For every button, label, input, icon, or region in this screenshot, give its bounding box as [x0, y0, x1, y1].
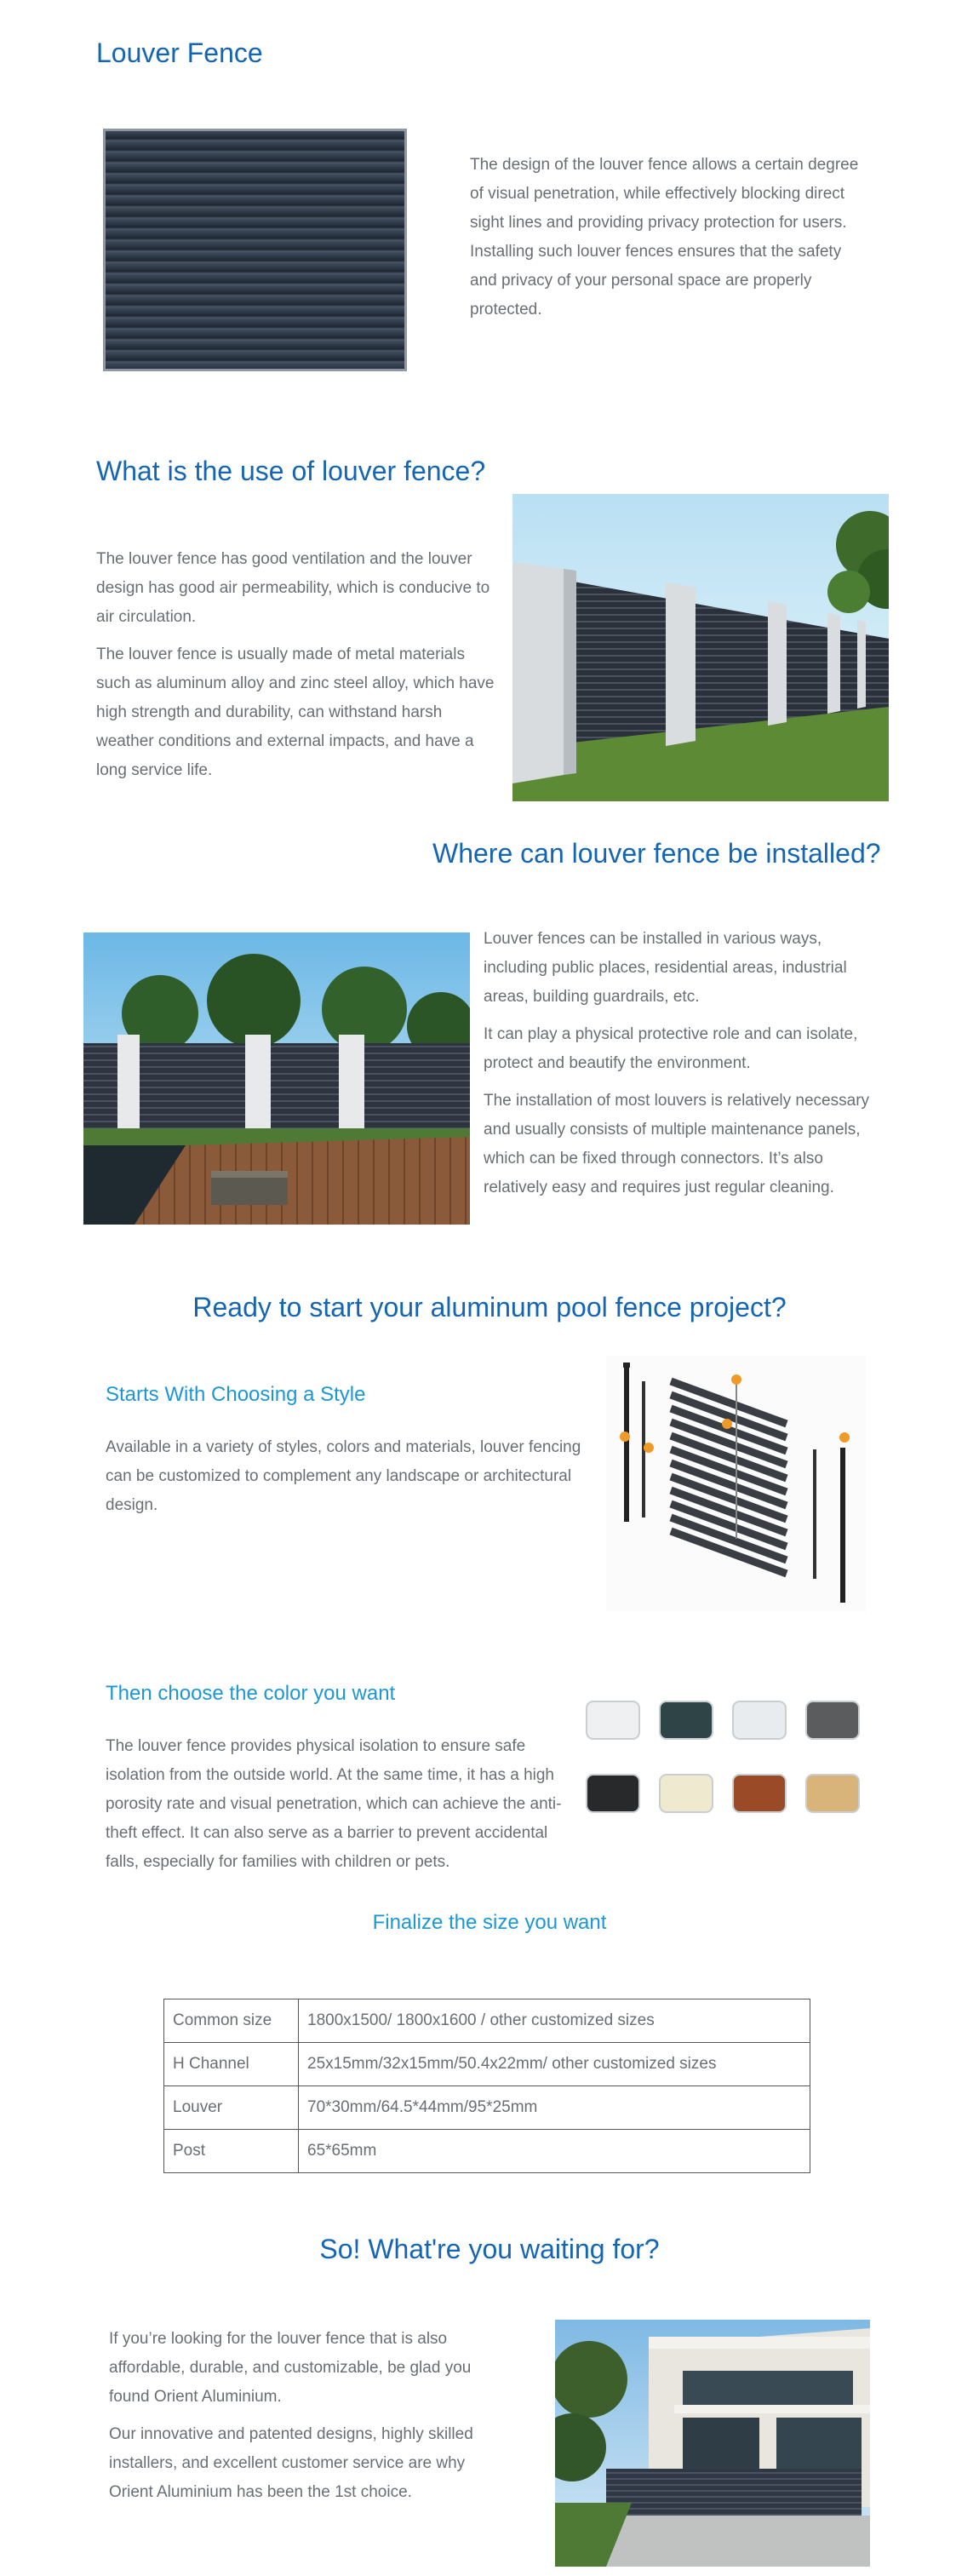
color-text: The louver fence provides physical isolation to ensure safe isolation from the outside world. At the same time, it has a high porosity rate and visual penetration, which can achieve the anti-theft effect. It can also serve as a barrier to prevent accidental falls, especially for families with children or pets.	[106, 1737, 562, 1871]
table-cell-label: Post	[164, 2130, 299, 2173]
color-swatch[interactable]	[586, 1774, 640, 1813]
use-text-block	[96, 545, 495, 794]
table-row	[164, 2086, 810, 2130]
page-title: Louver Fence	[96, 37, 263, 68]
color-swatch[interactable]	[659, 1701, 713, 1740]
color-swatches	[579, 1690, 877, 1827]
louver-panel-image	[103, 129, 407, 371]
install-paragraph: It can play a physical protective role and can isolate, protect and beautify the environment.	[484, 1025, 858, 1072]
use-paragraph: The louver fence has good ventilation and the louver design has good air permeability, which is conducive to air circulation.	[96, 550, 490, 626]
table-row	[164, 2043, 810, 2086]
style-heading: Starts With Choosing a Style	[106, 1383, 366, 1406]
size-heading: Finalize the size you want	[372, 1911, 607, 1934]
table-cell-value: 70*30mm/64.5*44mm/95*25mm	[299, 2086, 810, 2130]
size-table	[163, 1999, 810, 2173]
house-photo	[555, 2320, 870, 2567]
louver-parts-diagram	[606, 1356, 866, 1611]
cta-paragraph: Our innovative and patented designs, highly skilled installers, and excellent customer service are why Orient Aluminium has been the 1st choice.	[109, 2425, 473, 2501]
table-cell-value: 25x15mm/32x15mm/50.4x22mm/ other customized sizes	[299, 2043, 810, 2086]
use-heading: What is the use of louver fence?	[96, 456, 486, 486]
fence-photo-garden	[512, 494, 889, 801]
install-paragraph: The installation of most louvers is relatively necessary and usually consists of multiple maintenance panels, which can be fixed through connectors. It’s also relatively easy and requires just regular cleaning.	[484, 1092, 870, 1196]
table-cell-label: Louver	[164, 2086, 299, 2130]
style-text: Available in a variety of styles, colors and materials, louver fencing can be customized to complement any landscape or architectural design.	[106, 1438, 581, 1514]
ready-heading: Ready to start your aluminum pool fence project?	[192, 1292, 787, 1322]
table-row	[164, 2130, 810, 2173]
color-swatch[interactable]	[732, 1774, 787, 1813]
fence-photo-patio	[83, 932, 470, 1225]
table-cell-value: 65*65mm	[299, 2130, 810, 2173]
install-heading: Where can louver fence be installed?	[432, 838, 881, 869]
table-cell-label: H Channel	[164, 2043, 299, 2086]
cta-text-block	[109, 2325, 509, 2516]
table-row	[164, 1999, 810, 2043]
color-swatch[interactable]	[732, 1701, 787, 1740]
cta-paragraph: If you’re looking for the louver fence that is also affordable, durable, and customizable, be glad you found Orient Aluminium.	[109, 2330, 472, 2406]
table-cell-value: 1800x1500/ 1800x1600 / other customized sizes	[299, 1999, 810, 2043]
color-swatch[interactable]	[805, 1701, 860, 1740]
use-paragraph: The louver fence is usually made of metal materials such as aluminum alloy and zinc steel alloy, which have high strength and durability, can withstand harsh weather conditions and external impacts, and have a long service life.	[96, 645, 495, 779]
install-paragraph: Louver fences can be installed in various ways, including public places, residential areas, industrial areas, building guardrails, etc.	[484, 930, 847, 1006]
color-heading: Then choose the color you want	[106, 1682, 396, 1705]
cta-heading: So! What're you waiting for?	[319, 2234, 660, 2264]
intro-text: The design of the louver fence allows a certain degree of visual penetration, while effectively blocking direct sight lines and providing privacy protection for users. Installing such louver fences ensures that the safety and privacy of your personal space are properly protected.	[470, 156, 859, 318]
color-swatch[interactable]	[805, 1774, 860, 1813]
install-text-block	[484, 925, 884, 1211]
color-swatch[interactable]	[586, 1701, 640, 1740]
color-swatch[interactable]	[659, 1774, 713, 1813]
table-cell-label: Common size	[164, 1999, 299, 2043]
